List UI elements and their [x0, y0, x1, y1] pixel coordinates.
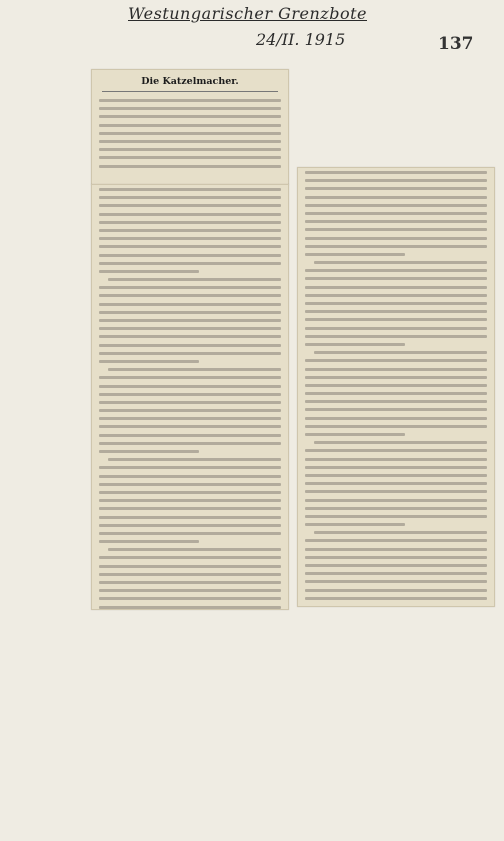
- text-line: [108, 458, 281, 461]
- text-line: [314, 261, 487, 264]
- text-line: [305, 253, 405, 256]
- text-line: [305, 433, 405, 436]
- text-line: [99, 148, 281, 151]
- text-line: [99, 450, 199, 453]
- text-line: [305, 269, 487, 272]
- text-line: [99, 132, 281, 135]
- text-line: [305, 523, 405, 526]
- text-line: [305, 368, 487, 371]
- article-headline: Die Katzelmacher.: [141, 76, 239, 87]
- handwritten-newspaper-title: Westungarischer Grenzbote: [128, 4, 367, 23]
- text-line: [305, 343, 405, 346]
- text-line: [99, 229, 281, 232]
- text-line: [305, 417, 487, 420]
- text-line: [99, 573, 281, 576]
- text-line: [305, 449, 487, 452]
- text-line: [99, 221, 281, 224]
- headline-rule: [102, 91, 278, 92]
- text-line: [99, 425, 281, 428]
- text-line: [99, 376, 281, 379]
- text-line: [305, 237, 487, 240]
- text-line: [99, 286, 281, 289]
- text-line: [305, 277, 487, 280]
- page-number: 137: [438, 34, 474, 54]
- text-line: [99, 327, 281, 330]
- text-line: [99, 156, 281, 159]
- text-line: [305, 376, 487, 379]
- text-line: [305, 597, 487, 600]
- text-line: [305, 458, 487, 461]
- text-line: [305, 245, 487, 248]
- text-line: [99, 385, 281, 388]
- text-line: [305, 310, 487, 313]
- text-line: [99, 597, 281, 600]
- text-line: [305, 548, 487, 551]
- text-line: [305, 204, 487, 207]
- text-line: [99, 606, 281, 609]
- text-line: [305, 196, 487, 199]
- text-line: [99, 254, 281, 257]
- text-line: [305, 318, 487, 321]
- text-line: [99, 352, 281, 355]
- text-line: [99, 124, 281, 127]
- text-line: [99, 417, 281, 420]
- text-line: [305, 556, 487, 559]
- text-line: [99, 507, 281, 510]
- text-line: [305, 474, 487, 477]
- text-line: [99, 434, 281, 437]
- text-line: [99, 335, 281, 338]
- text-line: [305, 572, 487, 575]
- text-line: [99, 589, 281, 592]
- text-line: [99, 165, 281, 168]
- text-line: [305, 400, 487, 403]
- text-line: [314, 441, 487, 444]
- text-line: [305, 515, 487, 518]
- text-line: [99, 188, 281, 191]
- text-line: [305, 589, 487, 592]
- text-line: [305, 384, 487, 387]
- text-line: [305, 327, 487, 330]
- text-line: [305, 408, 487, 411]
- text-lines: [298, 168, 494, 607]
- text-line: [99, 491, 281, 494]
- text-line: [99, 107, 281, 110]
- text-line: [305, 294, 487, 297]
- text-line: [99, 344, 281, 347]
- text-line: [108, 278, 281, 281]
- text-line: [305, 425, 487, 428]
- text-line: [108, 548, 281, 551]
- text-line: [99, 499, 281, 502]
- clipping-column-left: [91, 184, 289, 610]
- text-line: [305, 490, 487, 493]
- text-line: [305, 179, 487, 182]
- text-line: [99, 99, 281, 102]
- text-line: [305, 220, 487, 223]
- text-line: [99, 319, 281, 322]
- text-line: [99, 475, 281, 478]
- text-line: [99, 262, 281, 265]
- text-line: [99, 532, 281, 535]
- text-line: [99, 270, 199, 273]
- text-line: [305, 335, 487, 338]
- text-line: [314, 351, 487, 354]
- clipping-column-right: [297, 167, 495, 607]
- text-lines: [92, 96, 288, 177]
- text-line: [305, 580, 487, 583]
- text-line: [99, 140, 281, 143]
- text-line: [305, 228, 487, 231]
- text-line: [305, 212, 487, 215]
- text-line: [305, 286, 487, 289]
- text-line: [99, 204, 281, 207]
- text-line: [305, 171, 487, 174]
- text-line: [99, 115, 281, 118]
- text-line: [305, 187, 487, 190]
- text-line: [99, 581, 281, 584]
- text-line: [305, 302, 487, 305]
- text-line: [305, 499, 487, 502]
- text-line: [99, 237, 281, 240]
- text-lines: [92, 185, 288, 610]
- text-line: [99, 483, 281, 486]
- text-line: [314, 531, 487, 534]
- text-line: [99, 409, 281, 412]
- text-line: [99, 524, 281, 527]
- text-line: [305, 392, 487, 395]
- text-line: [99, 294, 281, 297]
- text-line: [99, 245, 281, 248]
- text-line: [99, 466, 281, 469]
- text-line: [305, 507, 487, 510]
- text-line: [305, 539, 487, 542]
- text-line: [99, 196, 281, 199]
- text-line: [99, 401, 281, 404]
- text-line: [99, 213, 281, 216]
- text-line: [99, 556, 281, 559]
- text-line: [99, 311, 281, 314]
- text-line: [99, 303, 281, 306]
- clipping-intro: [91, 69, 289, 185]
- text-line: [305, 359, 487, 362]
- text-line: [99, 360, 199, 363]
- handwritten-date: 24/II. 1915: [256, 30, 346, 49]
- text-line: [99, 393, 281, 396]
- text-line: [99, 565, 281, 568]
- text-line: [305, 564, 487, 567]
- text-line: [99, 540, 199, 543]
- text-line: [99, 442, 281, 445]
- text-line: [305, 466, 487, 469]
- text-line: [108, 368, 281, 371]
- text-line: [99, 516, 281, 519]
- text-line: [305, 482, 487, 485]
